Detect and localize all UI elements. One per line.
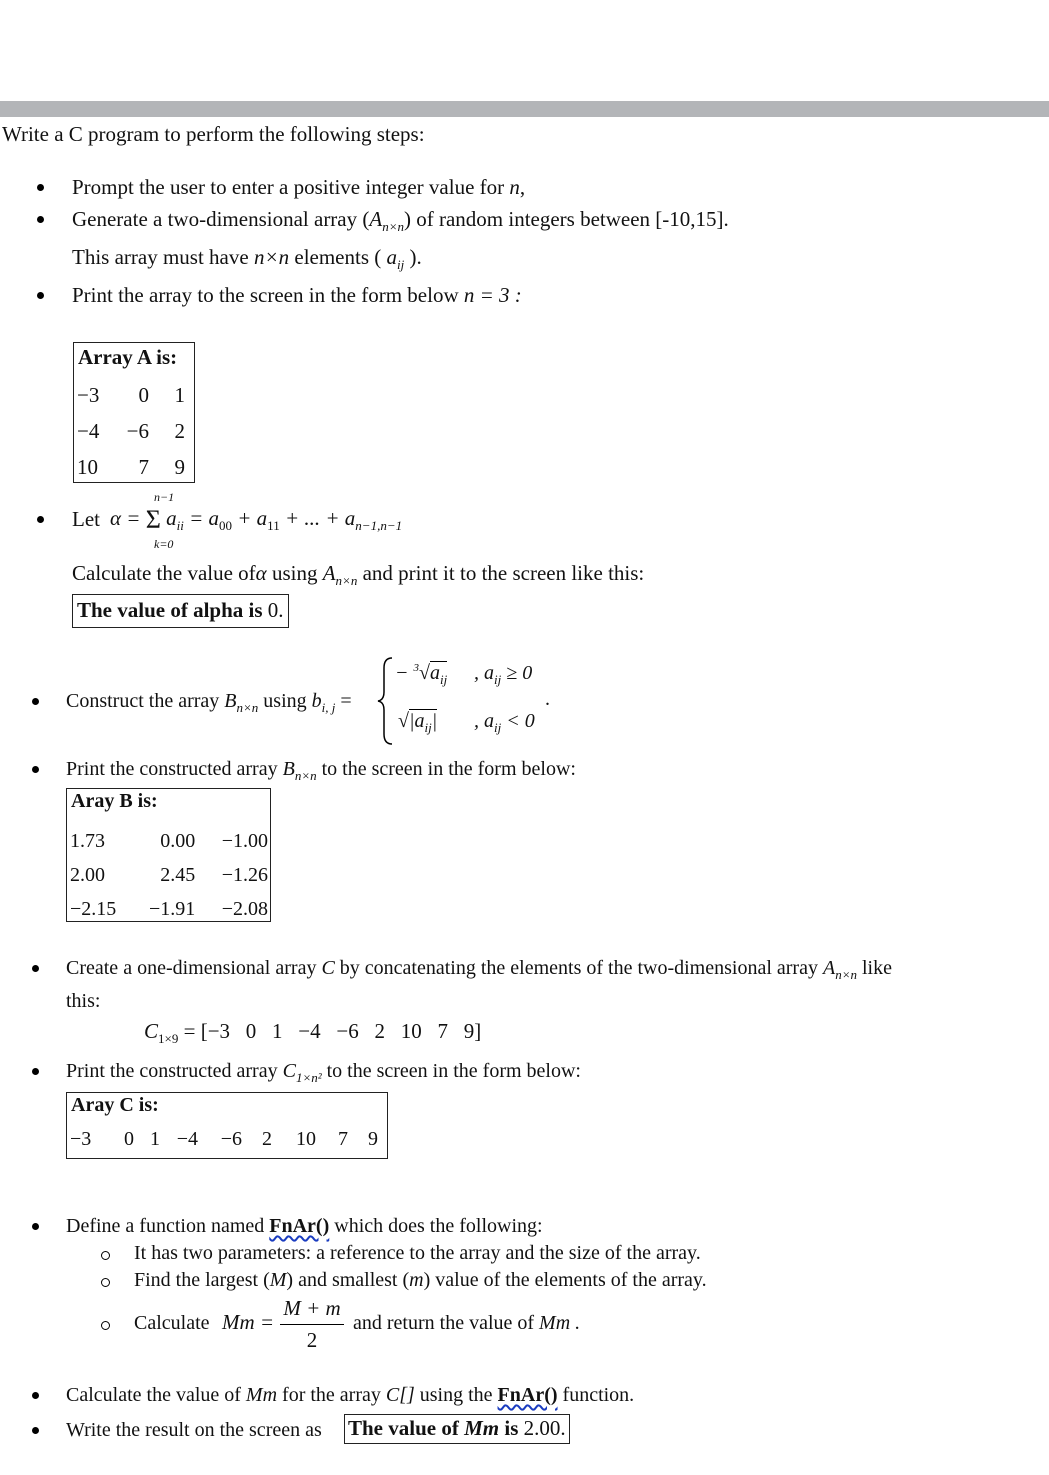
- grid-cell: 2.45: [160, 863, 196, 886]
- alpha-output: The value of alpha is 0.: [72, 594, 289, 628]
- grid-cell: −2.08: [221, 897, 268, 920]
- bullet: [32, 1068, 39, 1075]
- step-print-c: Print the constructed array $C_{1\times n^2}$ to the screen in the form below:: [66, 1060, 581, 1085]
- sum-upper-limit: n−1: [154, 490, 175, 504]
- step-construct-b: Construct the array $B_{n\times n}$ using $b_{i, j}$ =: [66, 690, 352, 715]
- array-b-output: [66, 788, 271, 922]
- array-c-title: Aray C is:: [71, 1094, 159, 1116]
- step-write-result: Write the result on the screen as: [66, 1419, 322, 1441]
- grid-cell: −1.26: [221, 863, 268, 886]
- grid-cell: −3: [77, 382, 100, 407]
- top-divider-bar: [0, 101, 1049, 117]
- step-prompt-n: Prompt the user to enter a positive integer value for n,: [72, 175, 526, 199]
- array-c-value: −6: [220, 1128, 242, 1150]
- bullet: [32, 1392, 39, 1399]
- fnar-params: It has two parameters: a reference to the array and the size of the array.: [134, 1242, 701, 1264]
- grid-cell: −1.91: [148, 897, 196, 920]
- grid-row: [77, 449, 185, 485]
- grid-row: [77, 377, 185, 413]
- piecewise-brace: [376, 656, 396, 746]
- grid-cell: 10: [77, 454, 98, 479]
- grid-cell: 2: [174, 418, 185, 443]
- grid-cell: −1.00: [221, 829, 268, 852]
- array-c-value: 1: [150, 1128, 160, 1150]
- piecewise-case-2: $√|a_{ij}|$: [398, 710, 438, 735]
- bullet: [32, 965, 39, 972]
- fnar-find-max-min: Find the largest (M) and smallest (m) value of the elements of the array.: [134, 1269, 707, 1291]
- mm-denominator: 2: [306, 1328, 318, 1352]
- grid-cell: 9: [174, 454, 185, 479]
- grid-cell: 1.73: [70, 829, 105, 852]
- array-a-title: Array A is:: [78, 345, 178, 369]
- array-c-value: 7: [338, 1128, 348, 1150]
- bullet: [32, 1427, 39, 1434]
- fnar-return: and return the value of Mm .: [353, 1312, 581, 1334]
- grid-cell: −4: [77, 418, 100, 443]
- mm-output: The value of Mm is 2.00.: [344, 1414, 570, 1444]
- array-c-value: −3: [70, 1128, 92, 1150]
- array-c-values: [70, 1128, 386, 1151]
- array-c-value: 2: [262, 1128, 272, 1150]
- step-generate-array: Generate a two-dimensional array $(A_{n\times n})$ of random integers between [-10,15].: [72, 207, 729, 234]
- piecewise-period: .: [545, 688, 550, 710]
- c-equation: $C_{1\times 9} = [-3$ 0 1 −4 −6 2 10 7 9]: [144, 1019, 482, 1046]
- grid-row: [70, 858, 268, 892]
- sub-bullet: [101, 1321, 110, 1330]
- grid-cell: 2.00: [70, 863, 105, 886]
- grid-cell: −2.15: [70, 897, 117, 920]
- bullet: [32, 766, 39, 773]
- grid-row: [70, 892, 268, 926]
- step-calc-alpha: Calculate the value ofα using $A_{n\times n}$ and print it to the screen like this:: [72, 561, 645, 588]
- mm-lhs: Mm =: [222, 1310, 275, 1334]
- array-a-grid: [77, 377, 185, 485]
- piecewise-cond-2: , $a_{ij} < 0$: [474, 710, 535, 735]
- step-create-c-cont: this:: [66, 990, 101, 1012]
- array-c-value: 9: [368, 1128, 378, 1150]
- step-let-alpha-label: Let: [72, 507, 100, 531]
- piecewise-case-1: − $^3√a_{ij}$: [395, 662, 448, 687]
- step-create-c: Create a one-dimensional array C by concatenating the elements of the two-dimensional array $A_{n\times n}$ like: [66, 957, 892, 982]
- grid-cell: 0: [138, 382, 149, 407]
- array-a-output: [73, 342, 195, 483]
- bullet: [37, 184, 44, 191]
- bullet: [37, 216, 44, 223]
- grid-row: [70, 824, 268, 858]
- sub-bullet: [101, 1251, 110, 1260]
- array-b-title: Aray B is:: [71, 790, 158, 812]
- bullet: [37, 516, 44, 523]
- step-define-fnar: Define a function named FnAr() which does the following:: [66, 1215, 543, 1237]
- grid-cell: 7: [138, 454, 149, 479]
- bullet: [32, 698, 39, 705]
- piecewise-cond-1: , $a_{ij} \ge 0$: [474, 662, 533, 687]
- step-print-b: Print the constructed array $B_{n\times n}$ to the screen in the form below:: [66, 758, 576, 783]
- step-print-array: Print the array to the screen in the form below n = 3 :: [72, 283, 522, 307]
- array-c-output: [66, 1092, 388, 1159]
- fnar-calc-label: Calculate: [134, 1312, 210, 1334]
- alpha-formula: α = Σ $a_{ii} = a_{00} + a_{11}$ + ... + $a_{n-1,n-1}$: [110, 505, 403, 534]
- fraction-bar: [280, 1324, 344, 1325]
- sub-bullet: [101, 1278, 110, 1287]
- bullet: [32, 1223, 39, 1230]
- array-c-value: 0: [124, 1128, 134, 1150]
- grid-cell: 0.00: [160, 829, 196, 852]
- array-b-grid: [70, 824, 268, 926]
- grid-cell: 1: [174, 382, 185, 407]
- step-array-elements: This array must have n×n elements ( $a_{ij}$ ).: [72, 245, 422, 272]
- step-calc-mm: Calculate the value of Mm for the array C[] using the FnAr() function.: [66, 1384, 635, 1406]
- intro-text: Write a C program to perform the following steps:: [2, 122, 425, 146]
- grid-row: [77, 413, 185, 449]
- grid-cell: −6: [126, 418, 149, 443]
- mm-numerator: M + m: [283, 1296, 341, 1320]
- array-c-value: −4: [176, 1128, 198, 1150]
- sum-lower-limit: k=0: [154, 537, 174, 551]
- array-c-value: 10: [296, 1128, 316, 1150]
- bullet: [37, 292, 44, 299]
